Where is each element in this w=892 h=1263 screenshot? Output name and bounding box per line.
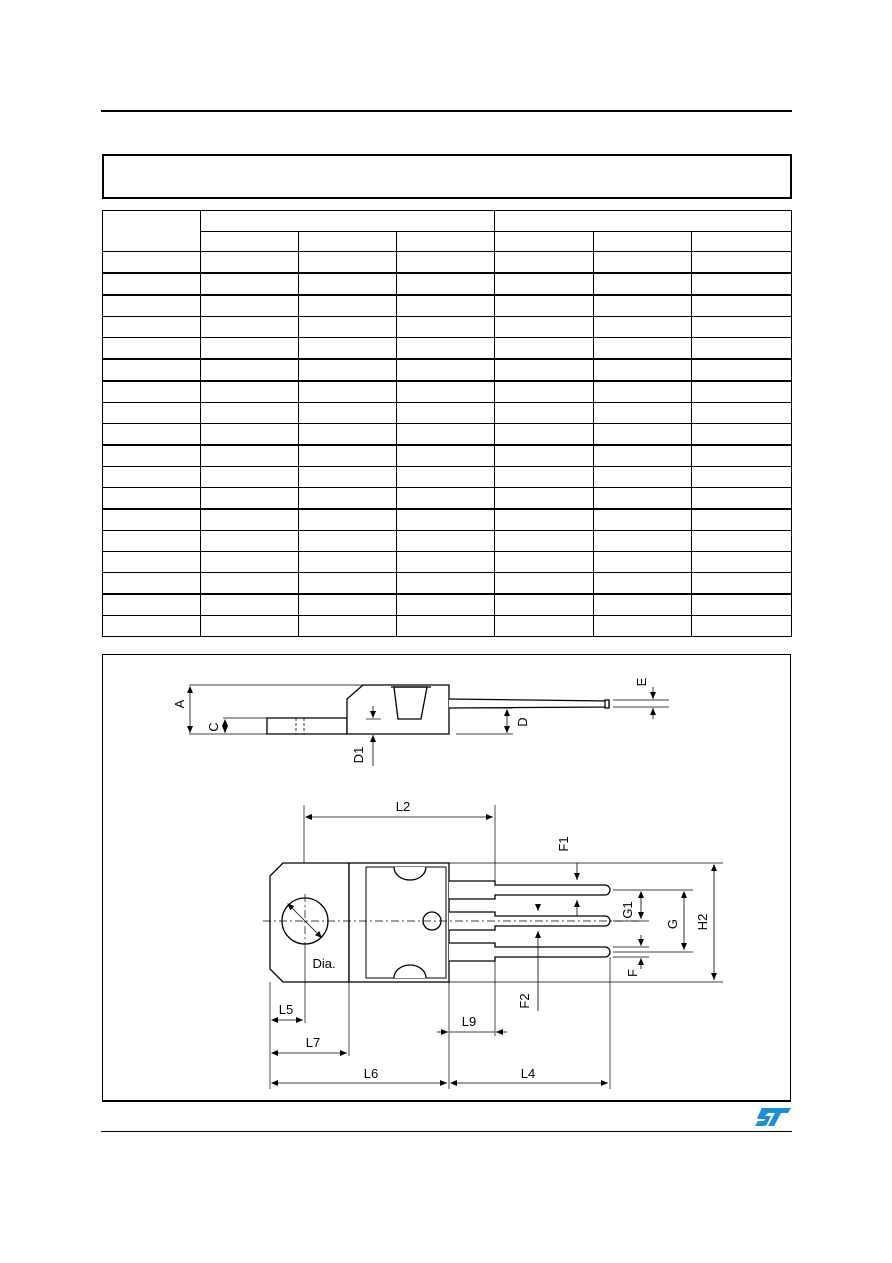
inch-max-cell <box>692 232 792 252</box>
table-row <box>103 531 792 552</box>
dim-header-cell <box>103 211 201 252</box>
dim-label-l2: L2 <box>395 799 411 814</box>
dim-label-l6: L6 <box>363 1066 379 1081</box>
footer-rule <box>101 1131 792 1132</box>
dim-label-d: D <box>515 717 530 727</box>
dim-label-l9: L9 <box>461 1014 477 1029</box>
inch-header-cell <box>495 211 792 232</box>
header-rule <box>101 110 792 112</box>
dimensions-table <box>102 210 792 637</box>
dim-label-g1: G1 <box>620 901 635 919</box>
mechanical-drawing-svg <box>103 655 790 1100</box>
dim-label-l4: L4 <box>520 1066 536 1081</box>
side-view <box>189 685 669 766</box>
dim-label-f2: F2 <box>517 993 532 1009</box>
dim-label-e: E <box>634 677 649 687</box>
dim-label-l7: L7 <box>305 1035 321 1050</box>
dim-label-a: A <box>172 699 187 709</box>
table-header-row <box>103 211 792 232</box>
table-row <box>103 509 792 531</box>
dim-label-d1: D1 <box>351 746 366 764</box>
mm-typ-cell <box>299 232 397 252</box>
table-row <box>103 445 792 467</box>
dim-label-l5: L5 <box>278 1002 294 1017</box>
table-row <box>103 295 792 317</box>
table-subheader-row <box>103 232 792 252</box>
st-logo-icon <box>754 1106 792 1128</box>
table-row <box>103 381 792 403</box>
table-row <box>103 424 792 446</box>
table-row <box>103 273 792 295</box>
dim-label-g: G <box>665 918 680 930</box>
table-row <box>103 359 792 381</box>
dim-label-f1: F1 <box>556 836 571 852</box>
inch-typ-cell <box>594 232 692 252</box>
mm-min-cell <box>201 232 299 252</box>
table-row <box>103 488 792 510</box>
dim-label-f: F <box>625 969 640 977</box>
table-row <box>103 616 792 637</box>
table-row <box>103 252 792 274</box>
dim-label-h2: H2 <box>695 913 710 931</box>
table-row <box>103 467 792 488</box>
inch-min-cell <box>495 232 594 252</box>
table-row <box>103 594 792 616</box>
table-row <box>103 573 792 595</box>
top-view <box>263 805 723 1089</box>
table-title-box <box>102 154 792 199</box>
table-row <box>103 338 792 360</box>
mm-max-cell <box>397 232 495 252</box>
table-row <box>103 403 792 424</box>
table-row <box>103 317 792 338</box>
mm-header-cell <box>201 211 495 232</box>
dim-label-dia: Dia. <box>312 956 336 971</box>
package-drawing <box>102 654 791 1101</box>
dim-label-c: C <box>206 722 221 732</box>
table-row <box>103 552 792 573</box>
